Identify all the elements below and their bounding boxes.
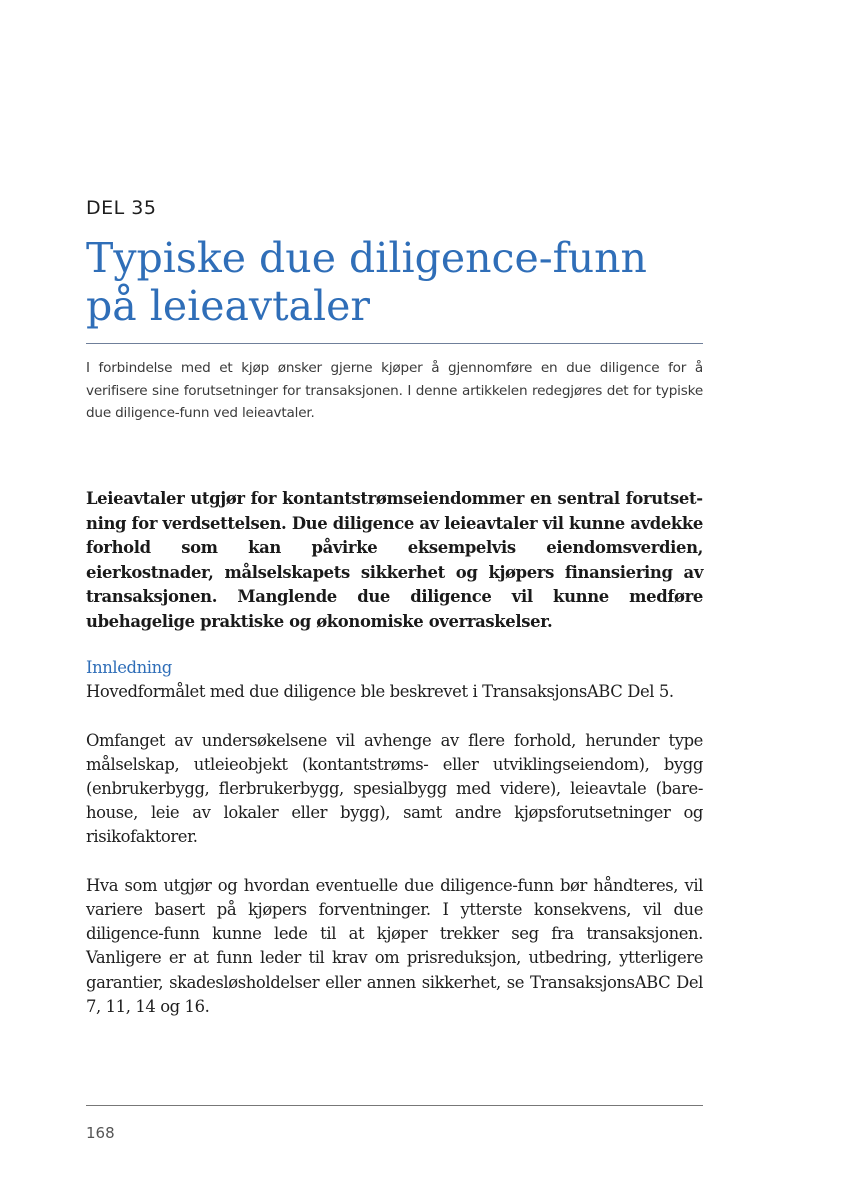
- body-paragraph: Hva som utgjør og hvordan eventuelle due diligence-funn bør håndteres, vil variere basert på kjøpers forventninger. I ytterste konsekvens, vil due diligence-funn kunne lede til at kjøper trekker seg fra transaksjonen. Vanligere er at funn leder til krav om prisreduksjon, utbedring, ytterligere garantier, skadesløsholdelser eller annen sikkerhet, se TransaksjonsABC Del 7, 11, 14 og 16.: [86, 875, 703, 1016]
- title-divider: [86, 343, 703, 344]
- ingress-paragraph: Leieavtaler utgjør for kontantstrømseiendommer en sentral forutsetning for verdsettelsen. Due diligence av leieavtaler vil kunne avdekke forhold som kan påvirke eksempelvis eiendomsverdien, eierkostnader, målselskapets sikkerhet og kjøpers finansiering av transaksjonen. Manglende due diligence vil kunne medføre ubehagelige praktiske og økonomiske overraskelser.: [86, 489, 703, 631]
- section-heading: Innledning: [86, 658, 172, 677]
- body-paragraph: Omfanget av undersøkelsene vil avhenge av flere forhold, herunder type målselskap, utleieobjekt (kontantstrøms- eller utviklingseiendom), bygg (enbrukerbygg, flerbrukerbygg, spesialbygg med videre), leieavtale (bare-house, leie av lokaler eller bygg), samt andre kjøpsforutsetninger og risikofaktorer.: [86, 730, 703, 847]
- body-paragraph: Hovedformålet med due diligence ble beskrevet i TransaksjonsABC Del 5.: [86, 682, 674, 702]
- footer-divider: [86, 1105, 703, 1106]
- article-title: Typiske due diligence-funn på leieavtaler: [86, 234, 647, 330]
- part-label: DEL 35: [86, 197, 157, 219]
- section-introduction: [86, 656, 703, 1043]
- page-number: 168: [86, 1124, 115, 1142]
- lede-paragraph: I forbindelse med et kjøp ønsker gjerne kjøper å gjennomføre en due diligence for å verifisere sine forutsetninger for transaksjonen. I denne artikkelen redegjøres det for typiske due diligence-funn ved leieavtaler.: [86, 360, 703, 422]
